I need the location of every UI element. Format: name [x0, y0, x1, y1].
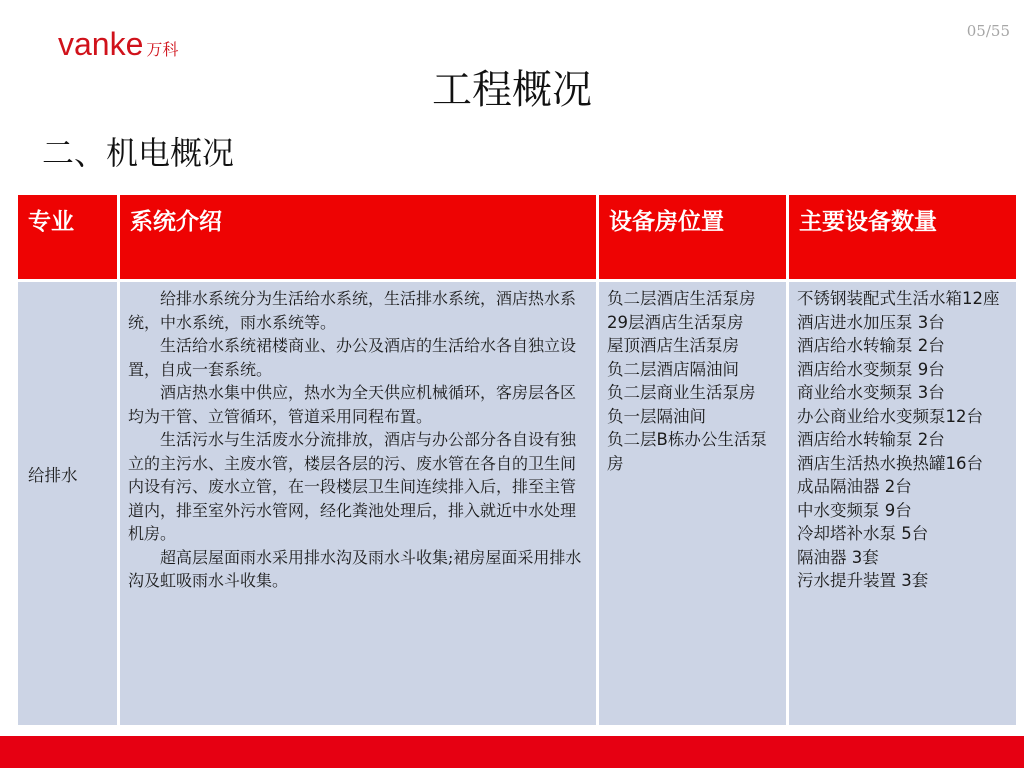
location-item: 负一层隔油间 [607, 406, 706, 426]
cell-equipment [789, 282, 1016, 725]
logo-english: vanke [58, 26, 144, 62]
equipment-item: 成品隔油器 2台 [797, 477, 912, 496]
equipment-item: 酒店生活热水换热罐16台 [797, 453, 983, 473]
intro-paragraph: 超高层屋面雨水采用排水沟及雨水斗收集;裙房屋面采用排水沟及虹吸雨水斗收集。 [128, 547, 582, 590]
cell-specialty: 给排水 [18, 282, 117, 725]
header-system-intro: 系统介绍 [120, 195, 596, 279]
cell-system-intro [120, 282, 596, 725]
equipment-item: 商业给水变频泵 3台 [797, 383, 945, 402]
equipment-item: 污水提升装置 3套 [797, 571, 929, 590]
intro-paragraph: 生活污水与生活废水分流排放，酒店与办公部分各自设有独立的主污水、主废水管，楼层各层的污、废水管在各自的卫生间内设有污、废水立管，在一段楼层卫生间连续排入后，排至主管道内，排至室外污水管网，经化粪池处理后，排入就近中水处理机房。 [128, 430, 577, 543]
header-specialty: 专业 [18, 195, 117, 279]
bottom-brand-bar [0, 736, 1024, 768]
equipment-item: 不锈钢装配式生活水箱12座 [797, 289, 1000, 308]
intro-paragraph: 生活给水系统裙楼商业、办公及酒店的生活给水各自独立设置，自成一套系统。 [128, 336, 577, 379]
section-subtitle: 二、机电概况 [42, 134, 235, 172]
mep-overview-table [15, 192, 1019, 728]
header-room-location: 设备房位置 [599, 195, 786, 279]
equipment-item: 酒店给水转输泵 2台 [797, 430, 945, 449]
intro-paragraph: 给排水系统分为生活给水系统，生活排水系统，酒店热水系统，中水系统，雨水系统等。 [128, 289, 577, 332]
cell-room-locations [599, 282, 786, 725]
equipment-item: 酒店给水变频泵 9台 [797, 359, 945, 379]
location-item: 负二层酒店隔油间 [607, 359, 739, 379]
equipment-item: 酒店给水转输泵 2台 [797, 336, 945, 355]
table-row [18, 282, 1016, 725]
page-number: 05/55 [966, 22, 1010, 40]
equipment-item: 冷却塔补水泵 5台 [797, 524, 929, 543]
location-item: 屋顶酒店生活泵房 [607, 336, 739, 355]
location-item: 负二层B栋办公生活泵房 [607, 430, 767, 473]
header-equipment-count: 主要设备数量 [789, 195, 1016, 279]
page-title: 工程概况 [432, 67, 592, 113]
equipment-item: 酒店进水加压泵 3台 [797, 312, 945, 332]
equipment-item: 隔油器 3套 [797, 547, 879, 567]
equipment-item: 中水变频泵 9台 [797, 500, 912, 520]
logo-chinese: 万科 [146, 40, 179, 59]
location-item: 29层酒店生活泵房 [607, 312, 744, 332]
location-item: 负二层商业生活泵房 [607, 383, 756, 402]
table-header-row [18, 195, 1016, 279]
equipment-item: 办公商业给水变频泵12台 [797, 406, 983, 426]
intro-paragraph: 酒店热水集中供应，热水为全天供应机械循环，客房层各区均为干管、立管循环，管道采用同程布置。 [128, 383, 577, 426]
location-item: 负二层酒店生活泵房 [607, 289, 756, 308]
